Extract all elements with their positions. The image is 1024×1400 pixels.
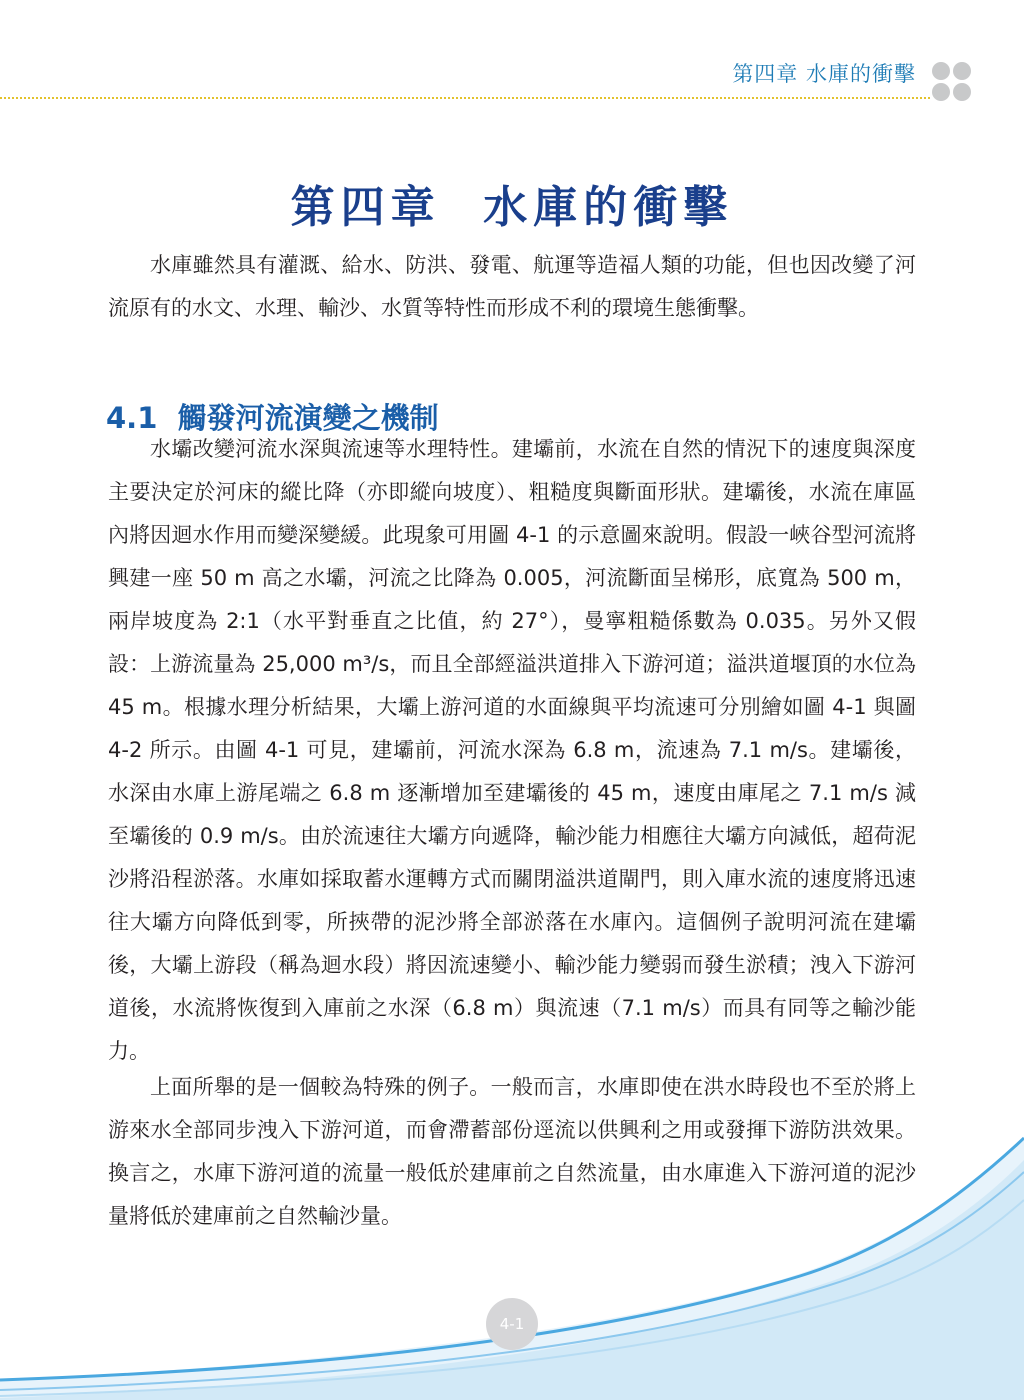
running-header: 第四章 水庫的衝擊 <box>732 62 916 86</box>
body-paragraph-2: 上面所舉的是一個較為特殊的例子。一般而言，水庫即使在洪水時段也不至於將上游來水全部同步洩入下游河道，而會滯蓄部份逕流以供興利之用或發揮下游防洪效果。換言之，水庫下游河道的流量一般低於建庫前之自然流量，由水庫進入下游河道的泥沙量將低於建庫前之自然輸沙量。 <box>108 1075 916 1228</box>
header-dots-icon <box>932 62 972 102</box>
intro-paragraph: 水庫雖然具有灌溉、給水、防洪、發電、航運等造福人類的功能，但也因改變了河流原有的水文、水理、輸沙、水質等特性而形成不利的環境生態衝擊。 <box>108 253 916 320</box>
section-heading: 4.1 觸發河流演變之機制 <box>106 401 439 436</box>
dot-3 <box>932 83 950 101</box>
dot-4 <box>953 83 971 101</box>
body-paragraph-1: 水壩改變河流水深與流速等水理特性。建壩前，水流在自然的情況下的速度與深度主要決定於河床的縱比降（亦即縱向坡度）、粗糙度與斷面形狀。建壩後，水流在庫區內將因迴水作用而變深變緩。此現象可用圖 4-1 的示意圖來說明。假設一峽谷型河流將興建一座 50 m 高之水壩，河流之比降為 0.005，河流斷面呈梯形，底寬為 500 m，兩岸坡度為 2:1（水平對垂直之比值，約 27°），曼寧粗糙係數為 0.035。另外又假設：上游流量為 25,000 m³/s，而且全部經溢洪道排入下游河道；溢洪道堰頂的水位為 45 m。根據水理分析結果，大壩上游河道的水面線與平均流速可分別繪如圖 4-1 與圖 4-2 所示。由圖 4-1 可見，建壩前，河流水深為 6.8 m，流速為 7.1 m/s。建壩後，水深由水庫上游尾端之 6.8 m 逐漸增加至建壩後的 45 m，速度由庫尾之 7.1 m/s 減至壩後的 0.9 m/s。由於流速往大壩方向遞降，輸沙能力相應往大壩方向減低，超荷泥沙將沿程淤落。水庫如採取蓄水運轉方式而關閉溢洪道閘門，則入庫水流的速度將迅速往大壩方向降低到零，所挾帶的泥沙將全部淤落在水庫內。這個例子說明河流在建壩後，大壩上游段（稱為迴水段）將因流速變小、輸沙能力變弱而發生淤積；洩入下游河道後，水流將恢復到入庫前之水深（6.8 m）與流速（7.1 m/s）而具有同等之輸沙能力。 <box>108 437 916 1063</box>
wave-fill-mid <box>0 1160 1024 1400</box>
dot-1 <box>932 62 950 80</box>
decorative-wave-icon <box>0 1080 1024 1400</box>
header-divider <box>0 97 930 99</box>
chapter-title: 第四章 水庫的衝擊 <box>290 182 734 234</box>
page-number: 4-1 <box>486 1298 538 1350</box>
dot-2 <box>953 62 971 80</box>
